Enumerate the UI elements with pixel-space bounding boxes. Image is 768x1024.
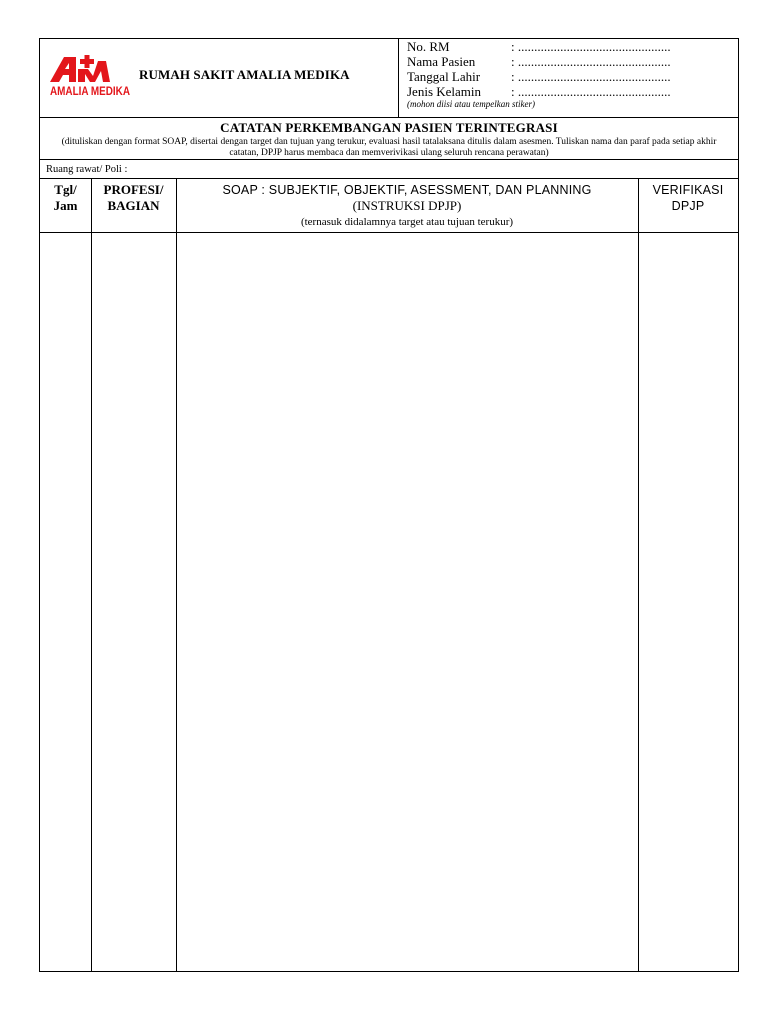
logo-cell	[40, 39, 399, 117]
field-label: No. RM	[407, 39, 450, 54]
title-section	[40, 117, 738, 160]
field-value[interactable]: : ...............................................	[511, 54, 671, 69]
col-header-tgl-jam	[40, 182, 91, 214]
col-header-text: DPJP	[671, 199, 705, 213]
col-header-text: VERIFIKASI	[652, 183, 724, 197]
field-nama-pasien[interactable]	[407, 54, 671, 70]
sticker-note: (mohon diisi atau tempelkan stiker)	[407, 99, 535, 109]
col-header-verifikasi	[638, 182, 738, 214]
col-header-text: (ternasuk didalamnya target atau tujuan terukur)	[300, 216, 514, 228]
form-header	[40, 39, 738, 118]
col-header-text: PROFESI/	[103, 182, 164, 197]
col-header-text: (INSTRUKSI DPJP)	[352, 198, 462, 213]
field-no-rm[interactable]	[407, 39, 671, 55]
col-header-text: BAGIAN	[107, 198, 160, 213]
field-tanggal-lahir[interactable]	[407, 69, 671, 85]
field-label: Nama Pasien	[407, 54, 476, 69]
col-header-soap	[176, 182, 638, 230]
header-divider	[40, 232, 738, 233]
field-value[interactable]: : ...............................................	[511, 69, 671, 84]
field-label: Tanggal Lahir	[407, 69, 481, 84]
column-divider	[638, 179, 639, 972]
form-page	[39, 38, 739, 972]
column-divider	[91, 179, 92, 972]
col-header-text: Jam	[53, 198, 78, 213]
patient-id-cell	[398, 39, 738, 117]
soap-table	[40, 178, 738, 972]
logo-text: AMALIA MEDIKA	[50, 86, 130, 98]
col-header-text: SOAP : SUBJEKTIF, OBJEKTIF, ASESSMENT, DAN PLANNING	[222, 183, 592, 197]
form-title: CATATAN PERKEMBANGAN PASIEN TERINTEGRASI	[220, 120, 558, 135]
field-value[interactable]: : ...............................................	[511, 39, 671, 54]
hospital-logo	[48, 55, 132, 99]
hospital-name: RUMAH SAKIT AMALIA MEDIKA	[139, 67, 350, 82]
col-header-profesi	[91, 182, 176, 214]
col-header-text: Tgl/	[54, 182, 77, 197]
column-divider	[176, 179, 177, 972]
ruang-rawat-field[interactable]: Ruang rawat/ Poli :	[46, 164, 128, 175]
field-jenis-kelamin[interactable]	[407, 84, 671, 100]
form-subtitle: (dituliskan dengan format SOAP, disertai dengan target dan tujuan yang terukur, evaluasi hasil tatalaksana ditulis dalam asesmen. Tuliskan nama dan paraf pada setiap akhir catatan, DPJP harus membaca dan memverivikasi ulang seluruh rencana perawatan)	[61, 137, 717, 158]
field-value[interactable]: : ...............................................	[511, 84, 671, 99]
field-label: Jenis Kelamin	[407, 84, 482, 99]
